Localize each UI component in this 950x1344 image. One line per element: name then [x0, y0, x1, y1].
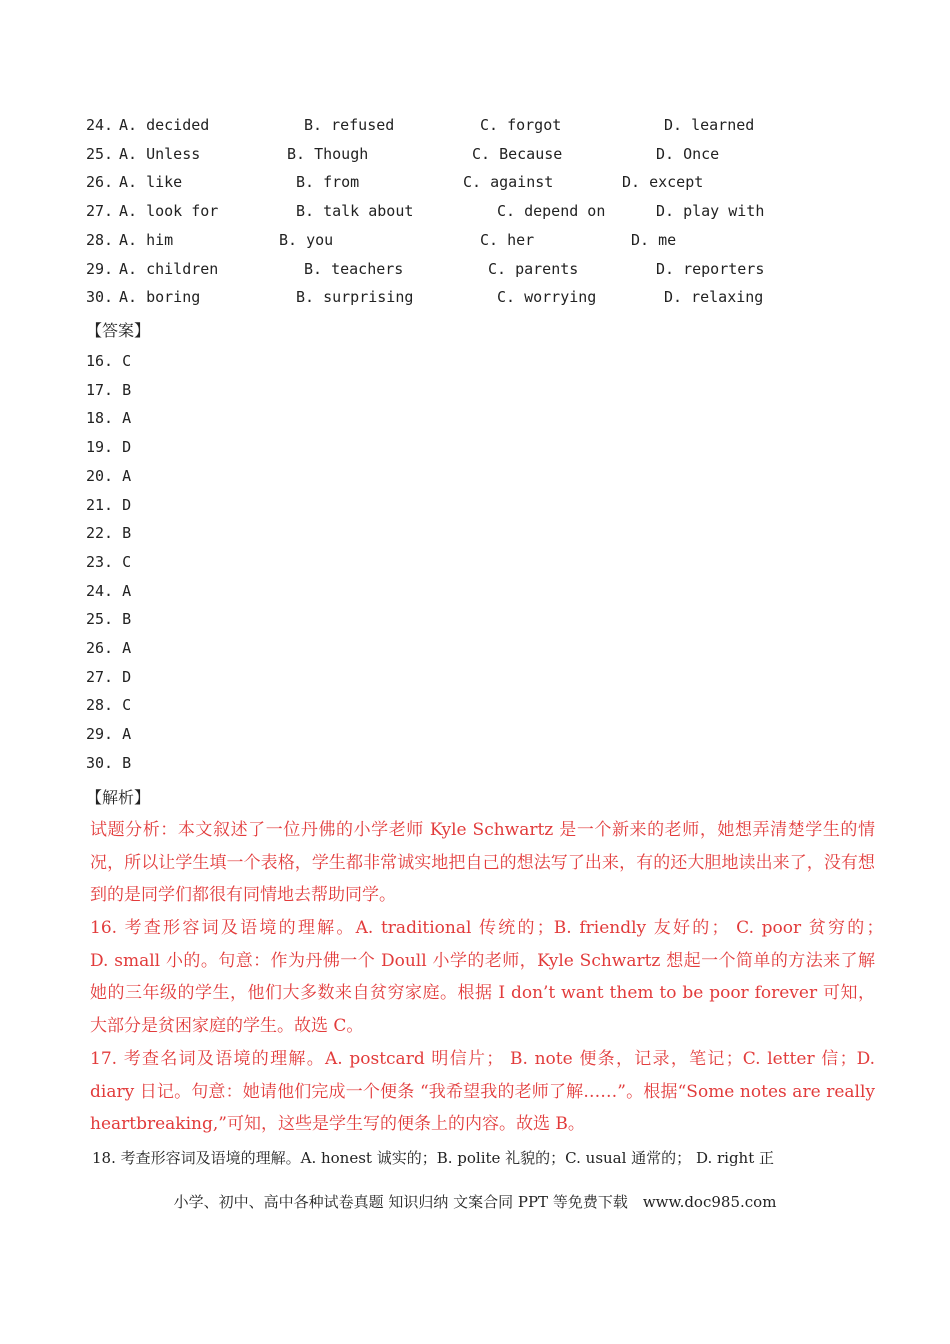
page-footer: 小学、初中、高中各种试卷真题 知识归纳 文案合同 PPT 等免费下载 www.doc985.com [173, 1193, 777, 1211]
question-option: A. look for [119, 202, 219, 221]
answer-item: 17. B [86, 380, 132, 399]
question-number: 29. [86, 259, 114, 278]
question-option: C. parents [488, 259, 579, 278]
question-number: 28. [86, 230, 114, 249]
question-option: D. me [631, 230, 677, 249]
answer-item: 27. D [86, 667, 132, 686]
question-option: D. reporters [656, 259, 765, 278]
answer-item: 22. B [86, 524, 132, 543]
question-option: A. Unless [119, 144, 201, 163]
question-option: D. Once [656, 144, 720, 163]
analysis-q16: 16. 考查形容词及语境的理解。A. traditional 传统的；B. friendly 友好的； C. poor 贫穷的； D. small 小的。句意：作为丹佛一个 Doull 小学的老师，Kyle Schwartz 想起一个简单的方法来了解她的三年级的学生，他们大多数来自贫穷家庭。根据 I don’t want them to be poor forever 可知，大部分是贫困家庭的学生。故选 C。 [90, 918, 943, 1036]
question-option: B. talk about [296, 202, 414, 221]
question-option: D. play with [656, 202, 765, 221]
question-option: A. like [119, 173, 183, 192]
question-option: D. relaxing [664, 288, 764, 307]
question-option: C. Because [472, 144, 563, 163]
question-option: D. learned [664, 116, 755, 134]
question-option: B. from [296, 173, 360, 192]
question-number: 25. [86, 144, 114, 163]
question-option: B. surprising [296, 288, 414, 307]
question-option: C. forgot [480, 116, 562, 134]
analysis-q18: 18. 考查形容词及语境的理解。A. honest 诚实的；B. polite 礼貌的；C. usual 通常的； D. right 正 [92, 1149, 775, 1167]
question-option: C. depend on [497, 202, 606, 221]
answer-heading: 【答案】 [86, 321, 151, 340]
answer-item: 29. A [86, 725, 132, 744]
question-number: 24. [86, 116, 114, 134]
answer-item: 23. C [86, 552, 132, 571]
question-option: C. against [463, 173, 554, 192]
question-option: A. him [119, 230, 174, 249]
analysis-summary: 试题分析：本文叙述了一位丹佛的小学老师 Kyle Schwartz 是一个新来的老师，她想弄清楚学生的情况，所以让学生填一个表格，学生都非常诚实地把自己的想法写了出来，有的还大胆地读出来了，没有想到的是同学们都很有同情地去帮助同学。 [90, 820, 875, 905]
question-option: B. teachers [304, 259, 404, 278]
question-number: 30. [86, 288, 114, 307]
question-option: C. worrying [497, 288, 597, 307]
question-option: A. children [119, 259, 219, 278]
question-option: B. you [279, 230, 334, 249]
question-option: B. Though [287, 144, 369, 163]
answer-item: 28. C [86, 696, 132, 715]
answer-item: 20. A [86, 466, 132, 485]
question-option: D. except [622, 173, 704, 192]
answer-item: 19. D [86, 438, 132, 457]
question-option: C. her [480, 230, 535, 249]
answer-item: 30. B [86, 753, 132, 772]
answer-item: 24. A [86, 581, 132, 600]
analysis-q17: 17. 考查名词及语境的理解。A. postcard 明信片； B. note 便条，记录，笔记；C. letter 信；D. diary 日记。句意：她请他们完成一个便条 “我希望我的老师了解……”。根据“Some notes are really heartbreaking,”可知，这些是学生写的便条上的内容。故选 B。 [90, 1049, 875, 1134]
answer-item: 25. B [86, 610, 132, 629]
answer-item: 21. D [86, 495, 132, 514]
question-option: B. refused [304, 116, 395, 134]
question-number: 27. [86, 202, 114, 221]
question-number: 26. [86, 173, 114, 192]
question-option: A. decided [119, 116, 210, 134]
answer-item: 26. A [86, 639, 132, 657]
analysis-heading: 【解析】 [86, 788, 151, 807]
question-option: A. boring [119, 288, 201, 307]
answer-item: 18. A [86, 409, 132, 428]
answer-item: 16. C [86, 352, 132, 370]
